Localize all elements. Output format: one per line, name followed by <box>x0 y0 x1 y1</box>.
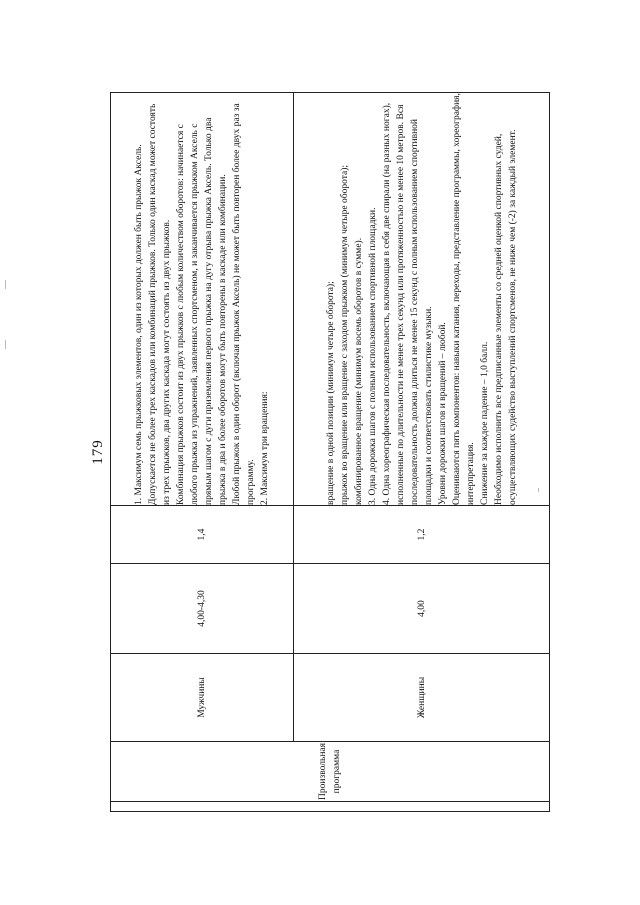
table-row-women <box>294 93 550 812</box>
requirement-line: вращение в одной позиции (минимум четыре оборота); <box>325 281 336 505</box>
program-name: Произвольная программа <box>111 742 550 802</box>
requirement-line: комбинированное вращение (минимум восемь оборотов в сумме). <box>353 237 364 505</box>
requirement-line: Уровни дорожки шагов и вращений – любой. <box>437 322 448 505</box>
category-women: Женщины <box>294 654 550 742</box>
coefficient-men: 1,4 <box>111 506 294 564</box>
requirement-line: 2. Максимум три вращения: <box>260 391 271 505</box>
page-number: 179 <box>90 439 106 465</box>
coefficient-women: 1,2 <box>294 506 550 564</box>
requirement-line: Снижение за каждое падение – 1,0 балл. <box>479 341 490 505</box>
category-men: Мужчины <box>111 654 294 742</box>
requirements-men <box>111 93 294 506</box>
requirements-table <box>110 92 550 812</box>
table-row-men <box>111 93 294 812</box>
requirement-line: 3. Одна дорожка шагов с полным использованием спортивной площадки. <box>367 207 378 505</box>
scan-mark <box>538 488 539 492</box>
requirement-line: Комбинация прыжков состоит из двух прыжков с любым количеством оборотов: начинается с любого прыжка из упражнений, заявленных спортсменом, и заканчивается прыжком Аксель с прямым шагом с дуги приземления первого прыжка на дугу отрыва прыжка Аксель. Только два прыжка в два и более оборотов могут быть повторены в каскаде или комбинации. <box>176 117 229 505</box>
requirement-line: Допускается не более трех каскадов или комбинаций прыжков. Только один каскад может состоять из трех прыжков, два других каскада могут состоять из двух прыжков. <box>148 103 173 505</box>
requirement-line: Любой прыжок в один оборот (включая прыжок Аксель) не может быть повторен более двух раз за программу. <box>232 103 257 505</box>
requirements-women <box>294 93 550 506</box>
requirement-line: прыжок во вращение или вращение с заходом прыжком (минимум четыре оборота); <box>339 164 350 505</box>
scan-mark <box>5 280 6 289</box>
requirement-line: 4. Одна хореографическая последовательность, включающая в себя две спирали (на разных ногах), исполненные по длительности не менее трех секунд или протяженностью не менее 10 метров. Вся последовательность должна длиться не менее 15 секунд с полным использованием спортивной площадки и соответствовать стилистике музыки. <box>381 102 434 505</box>
scan-mark <box>5 340 6 349</box>
blank-cell <box>111 802 550 812</box>
rotated-page <box>90 92 550 812</box>
requirement-line: Оцениваются пять компонентов: навыки катания, переходы, представление программы, хореография, интерпретация. <box>451 93 476 505</box>
duration-women: 4,00 <box>294 564 550 654</box>
duration-men: 4,00-4,30 <box>111 564 294 654</box>
requirement-line: Необходимо исполнить все предписанные элементы со средней оценкой спортивных судей, осуществляющих судейство выступлений спортсменов, не ниже чем (-2) за каждый элемент. <box>493 129 518 505</box>
requirement-line: 1. Максимум семь прыжковых элементов, один из которых должен быть прыжок Аксель. <box>134 144 145 505</box>
